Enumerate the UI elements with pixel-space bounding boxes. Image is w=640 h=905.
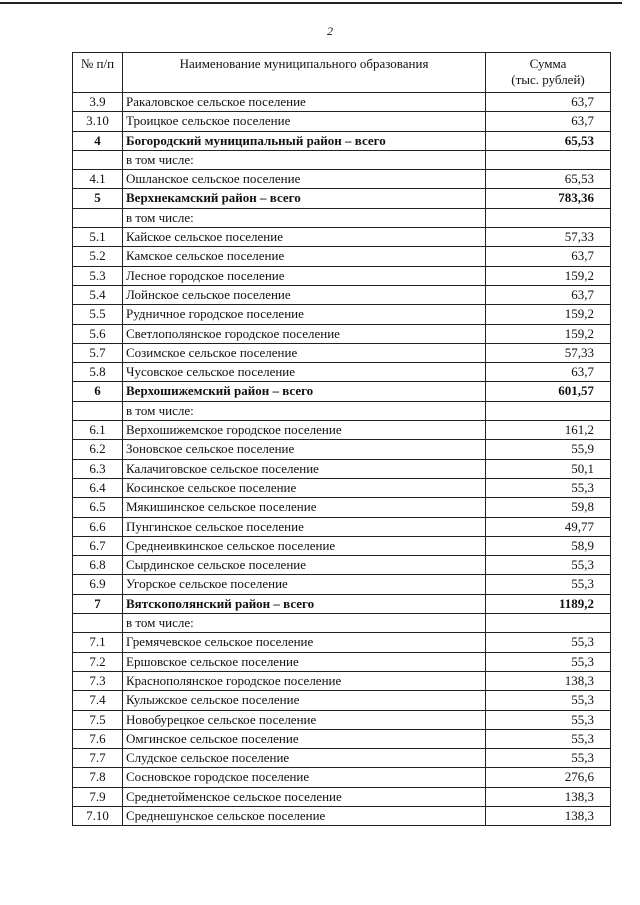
row-sum bbox=[486, 150, 611, 169]
row-num: 5.1 bbox=[73, 228, 123, 247]
row-num: 7.4 bbox=[73, 691, 123, 710]
row-sum: 55,3 bbox=[486, 729, 611, 748]
row-num: 5.4 bbox=[73, 285, 123, 304]
row-name: в том числе: bbox=[123, 401, 486, 420]
row-name: Калачиговское сельское поселение bbox=[123, 459, 486, 478]
row-num bbox=[73, 150, 123, 169]
row-name: Верхнекамский район – всего bbox=[123, 189, 486, 208]
row-sum: 55,3 bbox=[486, 710, 611, 729]
row-name: Новобурецкое сельское поселение bbox=[123, 710, 486, 729]
page-number: 2 bbox=[327, 24, 333, 38]
table-row bbox=[73, 478, 611, 497]
table-row bbox=[73, 324, 611, 343]
row-sum: 601,57 bbox=[486, 382, 611, 401]
row-name: Верхошижемский район – всего bbox=[123, 382, 486, 401]
row-num: 7.2 bbox=[73, 652, 123, 671]
table-row bbox=[73, 421, 611, 440]
table-row bbox=[73, 536, 611, 555]
row-name: Светлополянское городское поселение bbox=[123, 324, 486, 343]
table-row bbox=[73, 343, 611, 362]
row-name: Чусовское сельское поселение bbox=[123, 363, 486, 382]
row-sum: 65,53 bbox=[486, 131, 611, 150]
header-sum-line2: (тыс. рублей) bbox=[511, 72, 585, 87]
row-sum: 63,7 bbox=[486, 112, 611, 131]
row-num: 7.10 bbox=[73, 806, 123, 825]
row-sum: 63,7 bbox=[486, 247, 611, 266]
row-name: Вятскополянский район – всего bbox=[123, 594, 486, 613]
row-name: Ершовское сельское поселение bbox=[123, 652, 486, 671]
row-name: Краснополянское городское поселение bbox=[123, 671, 486, 690]
row-name: Среднеивкинское сельское поселение bbox=[123, 536, 486, 555]
row-num: 5.3 bbox=[73, 266, 123, 285]
row-name: Кулыжское сельское поселение bbox=[123, 691, 486, 710]
row-num: 3.10 bbox=[73, 112, 123, 131]
row-name: Слудское сельское поселение bbox=[123, 749, 486, 768]
row-sum: 57,33 bbox=[486, 343, 611, 362]
header-name: Наименование муниципального образования bbox=[123, 53, 486, 93]
table-row bbox=[73, 517, 611, 536]
row-num: 7.7 bbox=[73, 749, 123, 768]
row-name: в том числе: bbox=[123, 208, 486, 227]
row-sum: 138,3 bbox=[486, 806, 611, 825]
row-num: 4.1 bbox=[73, 170, 123, 189]
table-row bbox=[73, 208, 611, 227]
row-num: 6.9 bbox=[73, 575, 123, 594]
table-row bbox=[73, 710, 611, 729]
header-sum-line1: Сумма bbox=[529, 56, 567, 71]
table-row bbox=[73, 285, 611, 304]
table-row bbox=[73, 459, 611, 478]
table-row bbox=[73, 556, 611, 575]
row-name: Пунгинское сельское поселение bbox=[123, 517, 486, 536]
row-name: Ракаловское сельское поселение bbox=[123, 93, 486, 112]
row-num: 6.1 bbox=[73, 421, 123, 440]
row-sum: 159,2 bbox=[486, 305, 611, 324]
table-row bbox=[73, 266, 611, 285]
table-row bbox=[73, 806, 611, 825]
table-row bbox=[73, 787, 611, 806]
row-name: Троицкое сельское поселение bbox=[123, 112, 486, 131]
row-num: 5.5 bbox=[73, 305, 123, 324]
table-row bbox=[73, 575, 611, 594]
row-sum: 59,8 bbox=[486, 498, 611, 517]
row-num: 6.8 bbox=[73, 556, 123, 575]
row-num: 5.7 bbox=[73, 343, 123, 362]
row-sum: 55,3 bbox=[486, 633, 611, 652]
row-name: Сосновское городское поселение bbox=[123, 768, 486, 787]
row-num: 3.9 bbox=[73, 93, 123, 112]
row-sum: 55,3 bbox=[486, 749, 611, 768]
row-sum: 138,3 bbox=[486, 671, 611, 690]
row-sum bbox=[486, 208, 611, 227]
header-sum bbox=[486, 53, 611, 93]
row-name: Гремячевское сельское поселение bbox=[123, 633, 486, 652]
row-num: 7.8 bbox=[73, 768, 123, 787]
table-header-row bbox=[73, 53, 611, 93]
row-num: 6 bbox=[73, 382, 123, 401]
row-name: Созимское сельское поселение bbox=[123, 343, 486, 362]
row-name: Сырдинское сельское поселение bbox=[123, 556, 486, 575]
table-row bbox=[73, 150, 611, 169]
row-sum: 57,33 bbox=[486, 228, 611, 247]
row-name: Мякишинское сельское поселение bbox=[123, 498, 486, 517]
row-sum: 55,3 bbox=[486, 575, 611, 594]
row-num: 4 bbox=[73, 131, 123, 150]
table-row bbox=[73, 363, 611, 382]
row-num: 6.2 bbox=[73, 440, 123, 459]
row-sum: 161,2 bbox=[486, 421, 611, 440]
row-num: 5.2 bbox=[73, 247, 123, 266]
row-sum: 63,7 bbox=[486, 93, 611, 112]
row-num: 6.4 bbox=[73, 478, 123, 497]
row-name: Лойнское сельское поселение bbox=[123, 285, 486, 304]
row-num: 7.6 bbox=[73, 729, 123, 748]
row-num: 6.5 bbox=[73, 498, 123, 517]
row-sum: 58,9 bbox=[486, 536, 611, 555]
row-sum: 783,36 bbox=[486, 189, 611, 208]
row-num: 7.5 bbox=[73, 710, 123, 729]
row-sum: 55,3 bbox=[486, 652, 611, 671]
row-name: Среднетойменское сельское поселение bbox=[123, 787, 486, 806]
table-row bbox=[73, 112, 611, 131]
row-num: 6.7 bbox=[73, 536, 123, 555]
row-name: Омгинское сельское поселение bbox=[123, 729, 486, 748]
table-row bbox=[73, 498, 611, 517]
row-num: 5.8 bbox=[73, 363, 123, 382]
table-row bbox=[73, 652, 611, 671]
row-num bbox=[73, 614, 123, 633]
table-row bbox=[73, 729, 611, 748]
table-row bbox=[73, 440, 611, 459]
row-num bbox=[73, 401, 123, 420]
table-row-total bbox=[73, 382, 611, 401]
row-name: Среднешунское сельское поселение bbox=[123, 806, 486, 825]
table-row bbox=[73, 671, 611, 690]
row-num: 5.6 bbox=[73, 324, 123, 343]
header-num: № п/п bbox=[73, 53, 123, 93]
table-row bbox=[73, 691, 611, 710]
table-row bbox=[73, 768, 611, 787]
row-sum: 138,3 bbox=[486, 787, 611, 806]
row-num: 7.1 bbox=[73, 633, 123, 652]
row-sum: 65,53 bbox=[486, 170, 611, 189]
row-num: 6.6 bbox=[73, 517, 123, 536]
table-row bbox=[73, 305, 611, 324]
row-num: 7.9 bbox=[73, 787, 123, 806]
row-sum: 55,3 bbox=[486, 691, 611, 710]
row-name: Угорское сельское поселение bbox=[123, 575, 486, 594]
row-num: 5 bbox=[73, 189, 123, 208]
row-sum: 55,9 bbox=[486, 440, 611, 459]
row-name: Лесное городское поселение bbox=[123, 266, 486, 285]
table-row bbox=[73, 170, 611, 189]
row-sum: 55,3 bbox=[486, 556, 611, 575]
row-name: в том числе: bbox=[123, 150, 486, 169]
row-name: Верхошижемское городское поселение bbox=[123, 421, 486, 440]
table-row bbox=[73, 228, 611, 247]
row-name: Рудничное городское поселение bbox=[123, 305, 486, 324]
table-row bbox=[73, 633, 611, 652]
table-row bbox=[73, 749, 611, 768]
row-num bbox=[73, 208, 123, 227]
row-name: Богородский муниципальный район – всего bbox=[123, 131, 486, 150]
row-sum: 50,1 bbox=[486, 459, 611, 478]
row-num: 6.3 bbox=[73, 459, 123, 478]
row-name: Кайское сельское поселение bbox=[123, 228, 486, 247]
table-body bbox=[73, 93, 611, 826]
row-sum: 63,7 bbox=[486, 363, 611, 382]
top-rule bbox=[0, 2, 622, 4]
table-row bbox=[73, 614, 611, 633]
row-sum: 1189,2 bbox=[486, 594, 611, 613]
row-sum: 276,6 bbox=[486, 768, 611, 787]
row-sum: 63,7 bbox=[486, 285, 611, 304]
row-sum: 49,77 bbox=[486, 517, 611, 536]
row-name: Зоновское сельское поселение bbox=[123, 440, 486, 459]
table-row-total bbox=[73, 594, 611, 613]
row-num: 7 bbox=[73, 594, 123, 613]
table-row-total bbox=[73, 131, 611, 150]
row-sum: 159,2 bbox=[486, 324, 611, 343]
row-name: в том числе: bbox=[123, 614, 486, 633]
row-sum: 159,2 bbox=[486, 266, 611, 285]
table-row bbox=[73, 93, 611, 112]
table-row bbox=[73, 401, 611, 420]
row-num: 7.3 bbox=[73, 671, 123, 690]
table-row-total bbox=[73, 189, 611, 208]
row-name: Ошланское сельское поселение bbox=[123, 170, 486, 189]
row-name: Камское сельское поселение bbox=[123, 247, 486, 266]
row-sum bbox=[486, 401, 611, 420]
row-sum: 55,3 bbox=[486, 478, 611, 497]
municipal-sum-table bbox=[72, 52, 611, 826]
row-name: Косинское сельское поселение bbox=[123, 478, 486, 497]
table-row bbox=[73, 247, 611, 266]
row-sum bbox=[486, 614, 611, 633]
